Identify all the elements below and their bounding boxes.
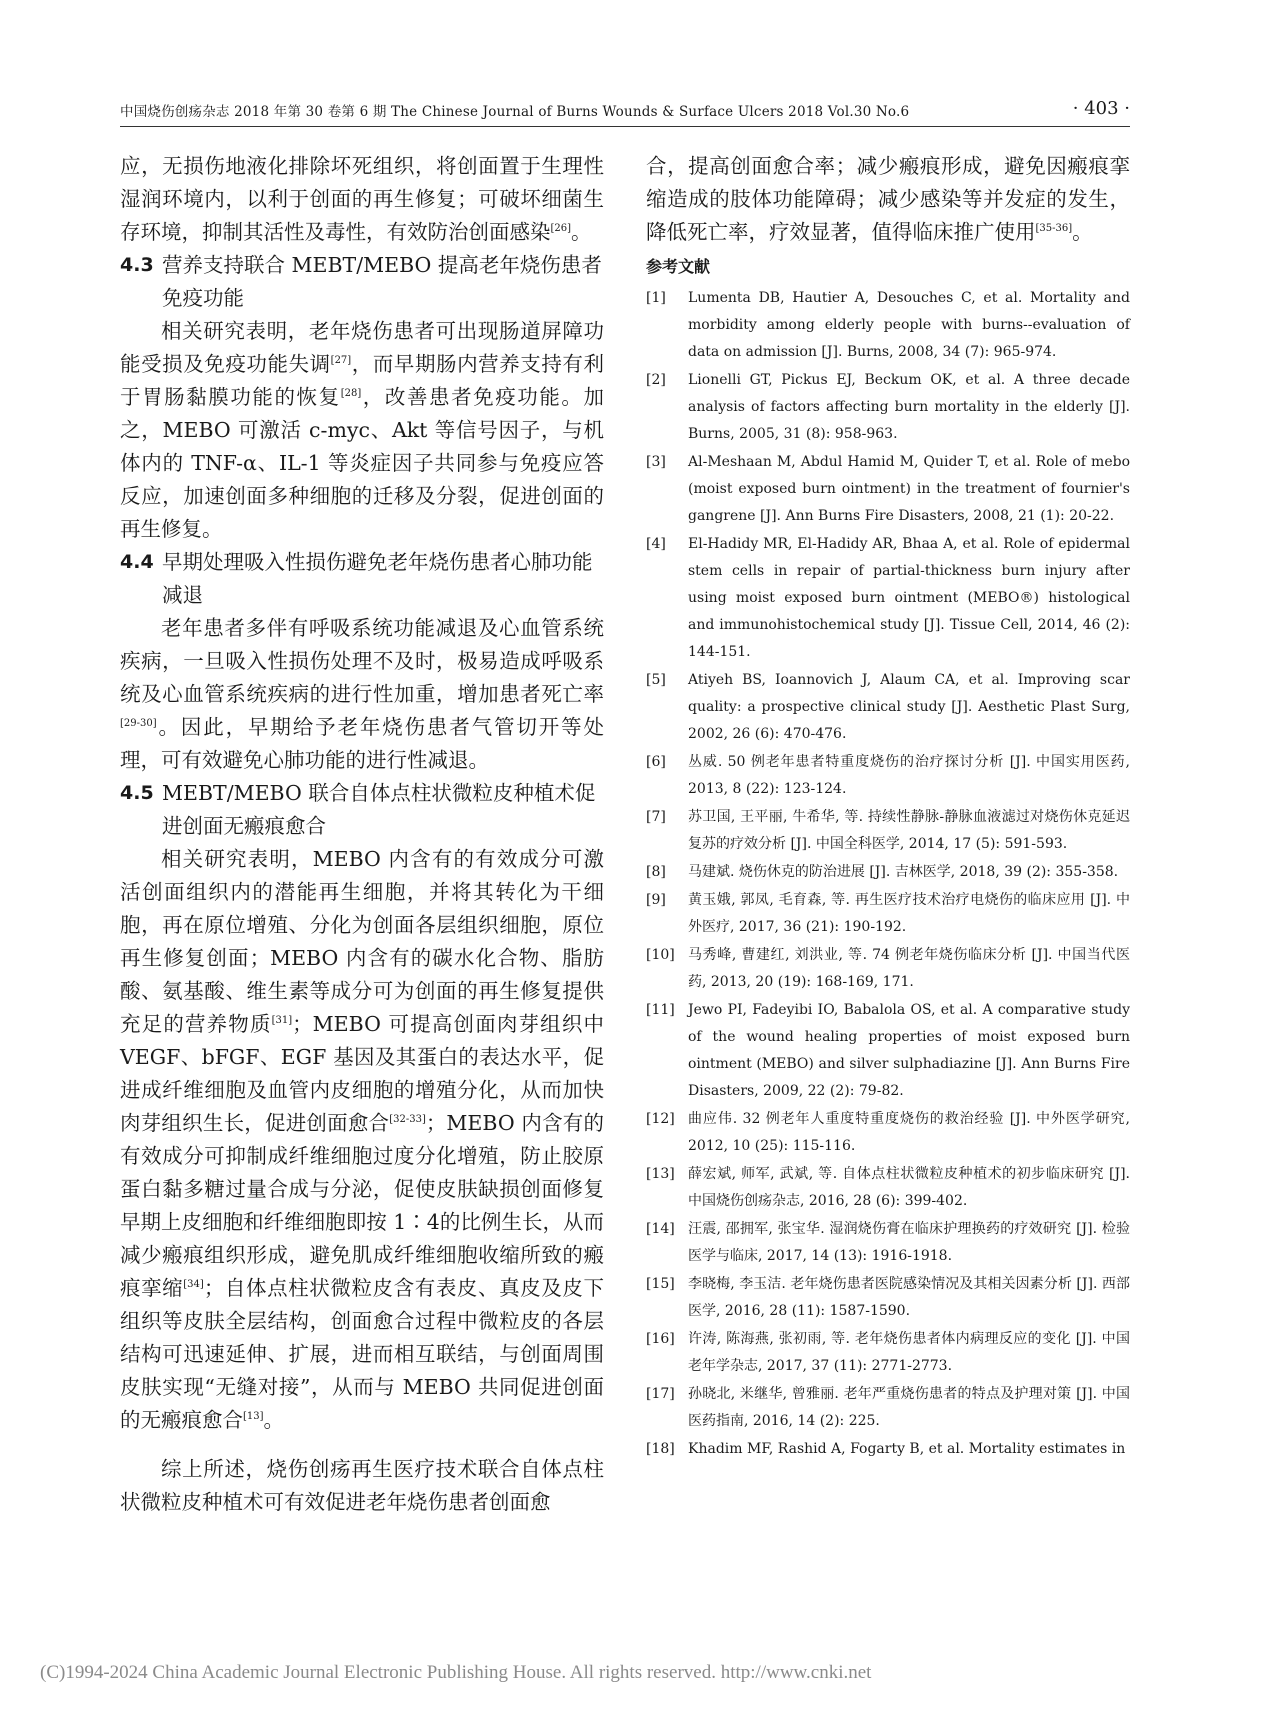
citation: [34] <box>183 1279 204 1291</box>
reference-number: [11] <box>646 1002 675 1018</box>
reference-text: Khadim MF, Rashid A, Fogarty B, et al. Mortality estimates in <box>688 1441 1126 1457</box>
reference-item <box>646 667 1130 748</box>
reference-item <box>646 887 1130 941</box>
reference-text: El-Hadidy MR, El-Hadidy AR, Bhaa A, et al. Role of epidermal stem cells in repair of partial-thickness burn injury after using moist exposed burn ointment (MEBO®) histological and immunohistochemical study [J]. Tissue Cell, 2014, 46 (2): 144-151. <box>688 536 1130 660</box>
paragraph-inhalation <box>120 612 604 777</box>
paragraph-text: 。 <box>1072 220 1093 244</box>
reference-text: Lionelli GT, Pickus EJ, Beckum OK, et al. A three decade analysis of factors affecting burn mortality in the elderly [J]. Burns, 2005, 31 (8): 958-963. <box>688 372 1130 442</box>
reference-text: 李晓梅, 李玉洁. 老年烧伤患者医院感染情况及其相关因素分析 [J]. 西部医学, 2016, 28 (11): 1587-1590. <box>688 1276 1130 1319</box>
paragraph-text: 合，提高创面愈合率；减少瘢痕形成，避免因瘢痕挛缩造成的肢体功能障碍；减少感染等并发症的发生，降低死亡率，疗效显著，值得临床推广使用 <box>646 154 1130 244</box>
journal-running-title: 中国烧伤创疡杂志 2018 年第 30 卷第 6 期 The Chinese Journal of Burns Wounds & Surface Ulcers 2018 Vol.30 No.6 <box>120 104 910 120</box>
reference-number: [3] <box>646 454 666 470</box>
reference-text: 黄玉娥, 郭凤, 毛育森, 等. 再生医疗技术治疗电烧伤的临床应用 [J]. 中外医疗, 2017, 36 (21): 190-192. <box>688 892 1130 935</box>
left-column <box>120 150 604 1519</box>
section-number: 4.4 <box>120 551 154 573</box>
reference-item <box>646 749 1130 803</box>
reference-number: [2] <box>646 372 666 388</box>
citation: [31] <box>271 1015 293 1027</box>
reference-item <box>646 1436 1130 1463</box>
reference-number: [1] <box>646 290 666 306</box>
paragraph-text: 应，无损伤地液化排除坏死组织，将创面置于生理性湿润环境内，以利于创面的再生修复；可破坏细菌生存环境，抑制其活性及毒性，有效防治创面感染 <box>120 154 604 244</box>
citation: [26] <box>550 223 572 235</box>
right-column <box>646 150 1130 1464</box>
paragraph-text: 老年患者多伴有呼吸系统功能减退及心血管系统疾病，一旦吸入性损伤处理不及时，极易造成呼吸系统及心血管系统疾病的进行性加重，增加患者死亡率 <box>120 616 604 706</box>
reference-item <box>646 997 1130 1105</box>
reference-text: 马秀峰, 曹建红, 刘洪业, 等. 74 例老年烧伤临床分析 [J]. 中国当代医药, 2013, 20 (19): 168-169, 171. <box>688 947 1130 990</box>
paragraph-text: ；MEBO 内含有的有效成分可抑制成纤维细胞过度分化增殖，防止胶原蛋白黏多糖过量合成与分泌，促使皮肤缺损创面修复早期上皮细胞和纤维细胞即按 1∶4的比例生长，从而减少瘢痕组织形成，避免肌成纤维细胞收缩所致的瘢痕挛缩 <box>120 1111 604 1300</box>
section-number: 4.3 <box>120 254 154 276</box>
reference-number: [4] <box>646 536 666 552</box>
paragraph-continued <box>120 150 604 249</box>
paragraph-text: ，而早期肠内营养支持有利于胃肠黏膜功能的恢复 <box>120 352 605 409</box>
reference-number: [12] <box>646 1111 675 1127</box>
reference-item <box>646 942 1130 996</box>
reference-number: [5] <box>646 672 666 688</box>
reference-item <box>646 1326 1130 1380</box>
reference-item <box>646 367 1130 448</box>
reference-item <box>646 1271 1130 1325</box>
section-title: 营养支持联合 MEBT/MEBO 提高老年烧伤患者免疫功能 <box>162 253 602 310</box>
reference-number: [7] <box>646 809 666 825</box>
reference-number: [17] <box>646 1386 675 1402</box>
reference-list <box>646 285 1130 1463</box>
reference-text: 丛威. 50 例老年患者特重度烧伤的治疗探讨分析 [J]. 中国实用医药, 2013, 8 (22): 123-124. <box>688 754 1130 797</box>
reference-number: [16] <box>646 1331 675 1347</box>
citation: [32-33] <box>389 1114 426 1126</box>
paragraph-text: ；MEBO 可提高创面肉芽组织中 VEGF、bFGF、EGF 基因及其蛋白的表达水平，促进成纤维细胞及血管内皮细胞的增殖分化，从而加快肉芽组织生长，促进创面愈合 <box>120 1012 605 1135</box>
reference-number: [15] <box>646 1276 675 1292</box>
running-header <box>120 100 1130 126</box>
paragraph-text: 相关研究表明，老年烧伤患者可出现肠道屏障功能受损及免疫功能失调 <box>120 319 604 376</box>
reference-text: Al-Meshaan M, Abdul Hamid M, Quider T, et al. Role of mebo (moist exposed burn ointment) in the treatment of fournier's gangrene [J]. Ann Burns Fire Disasters, 2008, 21 (1): 20-22. <box>688 454 1130 524</box>
paragraph-text: 。因此，早期给予老年烧伤患者气管切开等处理，可有效避免心肺功能的进行性减退。 <box>120 715 604 772</box>
reference-text: 薛宏斌, 师军, 武斌, 等. 自体点柱状微粒皮种植术的初步临床研究 [J]. 中国烧伤创疡杂志, 2016, 28 (6): 399-402. <box>688 1166 1130 1209</box>
section-heading-4-4 <box>120 546 604 612</box>
paragraph-text: ；自体点柱状微粒皮含有表皮、真皮及皮下组织等皮肤全层结构，创面愈合过程中微粒皮的各层结构可迅速延伸、扩展，进而相互联结，与创面周围皮肤实现“无缝对接”，从而与 MEBO 共同促进创面的无瘢痕愈合 <box>120 1276 604 1432</box>
paragraph-text: ，改善患者免疫功能。加之，MEBO 可激活 c-myc、Akt 等信号因子，与机体内的 TNF-α、IL-1 等炎症因子共同参与免疫应答反应，加速创面多种细胞的迁移及分裂，促进创面的再生修复。 <box>120 385 605 541</box>
reference-number: [10] <box>646 947 675 963</box>
header-rule <box>120 126 1130 127</box>
reference-item <box>646 804 1130 858</box>
paragraph-text: 。 <box>571 220 592 244</box>
section-title: MEBT/MEBO 联合自体点柱状微粒皮种植术促进创面无瘢痕愈合 <box>162 781 596 838</box>
reference-item <box>646 859 1130 886</box>
reference-item <box>646 1216 1130 1270</box>
paragraph-text: 。 <box>263 1408 285 1432</box>
citation: [13] <box>243 1411 264 1423</box>
reference-text: Atiyeh BS, Ioannovich J, Alaum CA, et al. Improving scar quality: a prospective clinical study [J]. Aesthetic Plast Surg, 2002, 26 (6): 470-476. <box>688 672 1130 742</box>
section-heading-4-5 <box>120 777 604 843</box>
reference-text: Jewo PI, Fadeyibi IO, Babalola OS, et al. A comparative study of the wound healing properties of moist exposed burn ointment (MEBO) and silver sulphadiazine [J]. Ann Burns Fire Disasters, 2009, 22 (2): 79-82. <box>688 1002 1130 1099</box>
reference-text: 汪震, 邵拥军, 张宝华. 湿润烧伤膏在临床护理换药的疗效研究 [J]. 检验医学与临床, 2017, 14 (13): 1916-1918. <box>688 1221 1130 1264</box>
reference-item <box>646 1381 1130 1435</box>
paragraph-scarless-healing <box>120 843 604 1437</box>
citation: [28] <box>340 388 362 400</box>
reference-text: Lumenta DB, Hautier A, Desouches C, et al. Mortality and morbidity among elderly people with burns--evaluation of data on admission [J]. Burns, 2008, 34 (7): 965-974. <box>688 290 1130 360</box>
reference-number: [18] <box>646 1441 675 1457</box>
paragraph-conclusion: 综上所述，烧伤创疡再生医疗技术联合自体点柱状微粒皮种植术可有效促进老年烧伤患者创面愈 <box>120 1457 604 1514</box>
paragraph-immune <box>120 315 604 546</box>
page-number: · 403 · <box>1072 98 1130 119</box>
reference-item <box>646 1106 1130 1160</box>
paragraph-conclusion-continued <box>646 150 1130 249</box>
reference-text: 许涛, 陈海燕, 张初雨, 等. 老年烧伤患者体内病理反应的变化 [J]. 中国老年学杂志, 2017, 37 (11): 2771-2773. <box>688 1331 1130 1374</box>
reference-number: [8] <box>646 864 666 880</box>
reference-number: [9] <box>646 892 666 908</box>
section-number: 4.5 <box>120 782 154 804</box>
reference-item <box>646 1161 1130 1215</box>
references-heading: 参考文献 <box>646 257 711 276</box>
section-title: 早期处理吸入性损伤避免老年烧伤患者心肺功能减退 <box>162 550 593 607</box>
paragraph-text: 相关研究表明，MEBO 内含有的有效成分可激活创面组织内的潜能再生细胞，并将其转化为干细胞，再在原位增殖、分化为创面各层组织细胞，原位再生修复创面；MEBO 内含有的碳水化合物、脂肪酸、氨基酸、维生素等成分可为创面的再生修复提供充足的营养物质 <box>120 847 604 1036</box>
reference-item <box>646 285 1130 366</box>
citation: [35-36] <box>1035 223 1073 235</box>
reference-item <box>646 449 1130 530</box>
citation: [27] <box>330 355 352 367</box>
citation: [29-30] <box>120 718 157 730</box>
reference-text: 孙晓北, 米继华, 曾雅丽. 老年严重烧伤患者的特点及护理对策 [J]. 中国医药指南, 2016, 14 (2): 225. <box>688 1386 1130 1429</box>
reference-text: 苏卫国, 王平丽, 牛希华, 等. 持续性静脉-静脉血液滤过对烧伤休克延迟复苏的疗效分析 [J]. 中国全科医学, 2014, 17 (5): 591-593. <box>688 809 1130 852</box>
section-heading-4-3 <box>120 249 604 315</box>
copyright-footer: (C)1994-2024 China Academic Journal Electronic Publishing House. All rights reserved. http://www.cnki.net <box>40 1662 872 1683</box>
reference-text: 曲应伟. 32 例老年人重度特重度烧伤的救治经验 [J]. 中外医学研究, 2012, 10 (25): 115-116. <box>688 1111 1130 1154</box>
reference-text: 马建斌. 烧伤休克的防治进展 [J]. 吉林医学, 2018, 39 (2): 355-358. <box>688 864 1119 880</box>
reference-number: [13] <box>646 1166 675 1182</box>
reference-item <box>646 531 1130 666</box>
reference-number: [6] <box>646 754 666 770</box>
reference-number: [14] <box>646 1221 675 1237</box>
